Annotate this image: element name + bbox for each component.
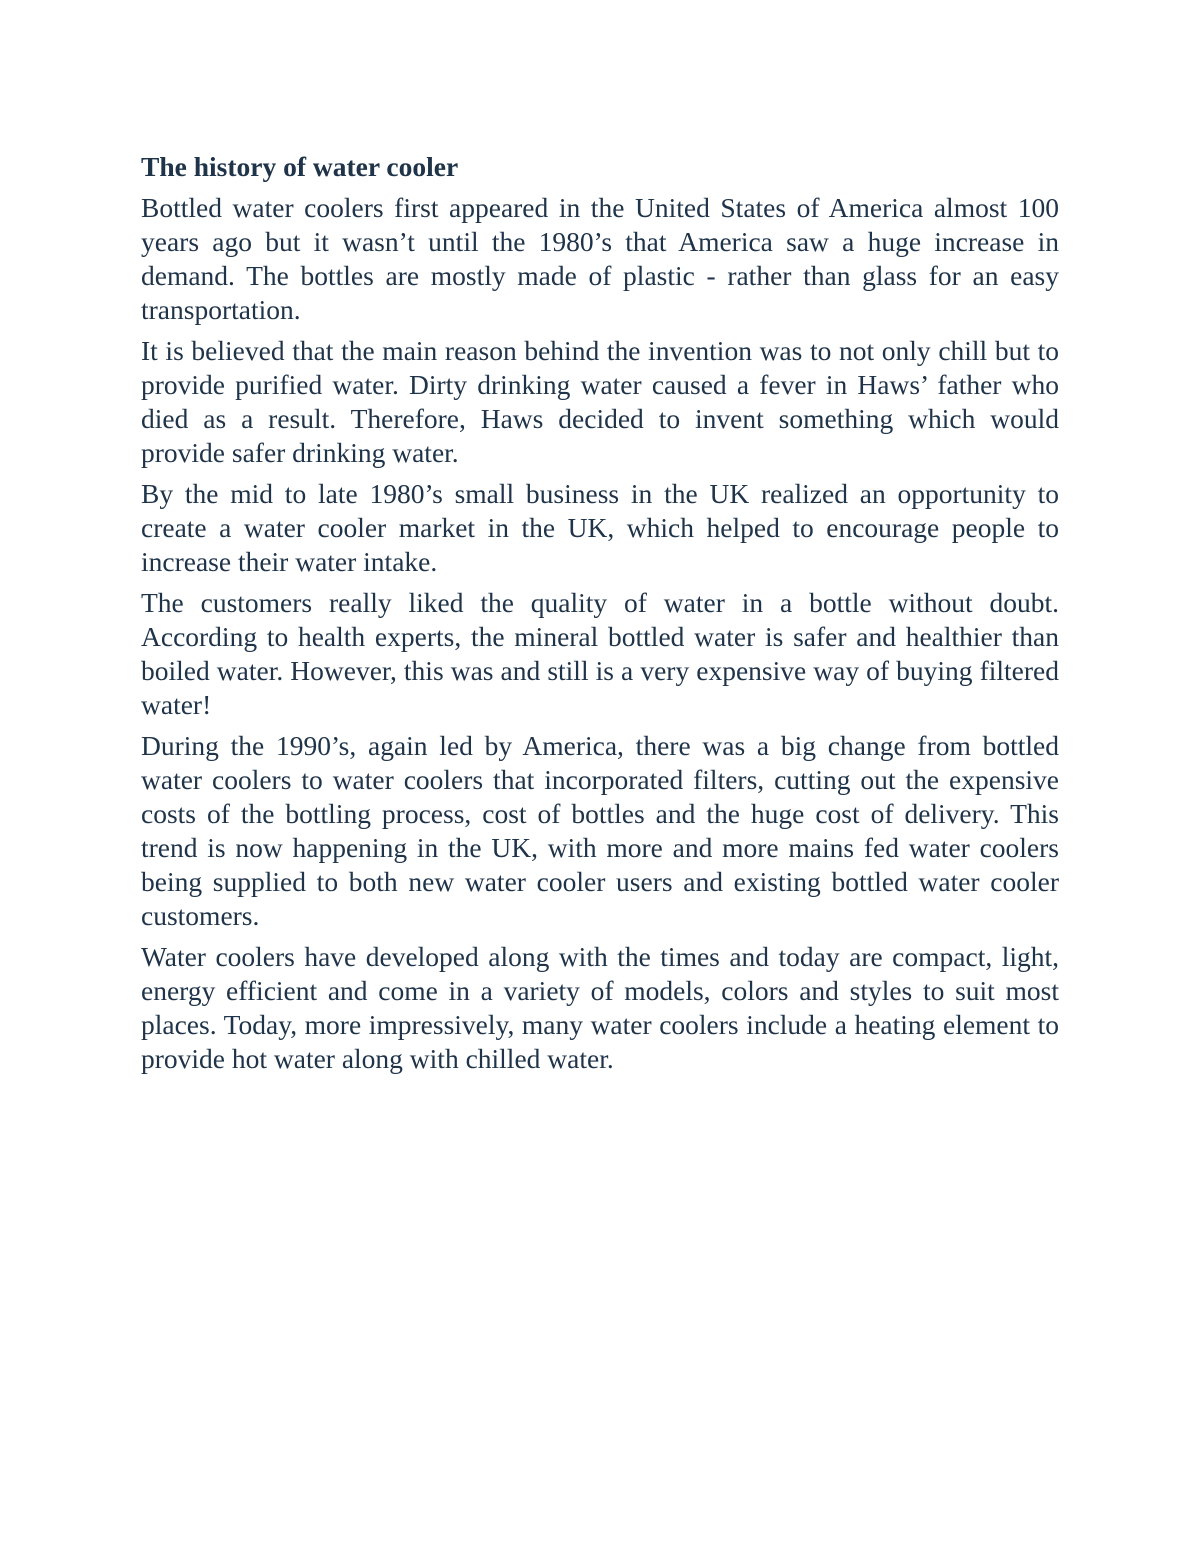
document-title: The history of water cooler [141, 151, 459, 182]
document-body [141, 150, 1059, 1083]
paragraph-5: During the 1990’s, again led by America, there was a big change from bottled water coolers to water coolers that incorporated filters, cutting out the expensive costs of the bottling process, cost of bottles and the huge cost of delivery. This trend is now happening in the UK, with more and more mains fed water coolers being supplied to both new water cooler users and existing bottled water cooler customers. [141, 730, 1059, 931]
paragraph-3: By the mid to late 1980’s small business in the UK realized an opportunity to create a water cooler market in the UK, which helped to encourage people to increase their water intake. [141, 478, 1059, 577]
paragraph-4: The customers really liked the quality of water in a bottle without doubt. According to health experts, the mineral bottled water is safer and healthier than boiled water. However, this was and still is a very expensive way of buying filtered water! [141, 587, 1059, 720]
paragraph-1: Bottled water coolers first appeared in the United States of America almost 100 years ago but it wasn’t until the 1980’s that America saw a huge increase in demand. The bottles are mostly made of plastic - rather than glass for an easy transportation. [141, 192, 1059, 325]
paragraph-2: It is believed that the main reason behind the invention was to not only chill but to provide purified water. Dirty drinking water caused a fever in Haws’ father who died as a result. Therefore, Haws decided to invent something which would provide safer drinking water. [141, 335, 1059, 468]
paragraph-6: Water coolers have developed along with the times and today are compact, light, energy efficient and come in a variety of models, colors and styles to suit most places. Today, more impressively, many water coolers include a heating element to provide hot water along with chilled water. [141, 941, 1059, 1074]
